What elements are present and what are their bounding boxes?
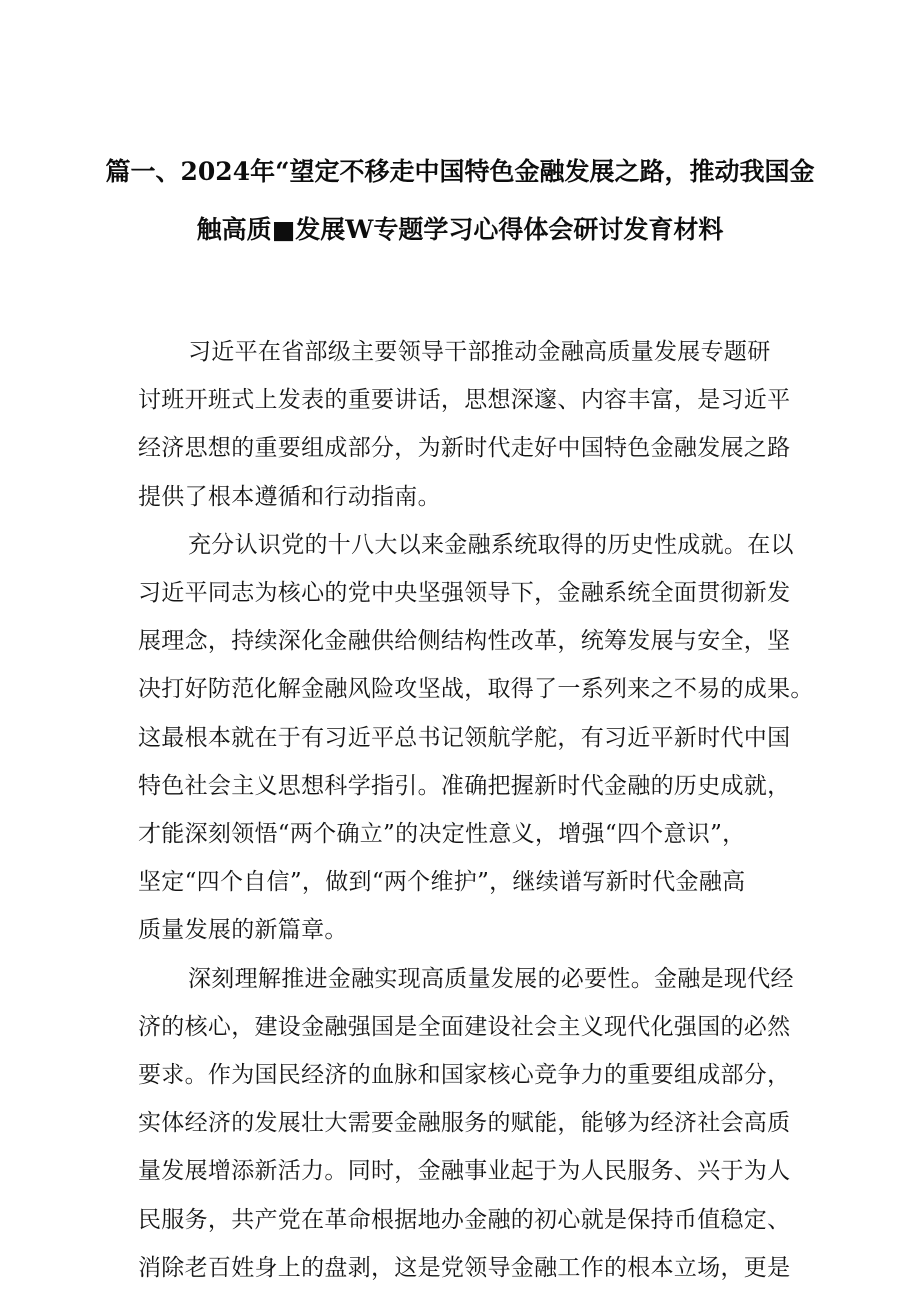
document-title-line-1: 篇一、2024年“望定不移走中国特色金融发展之路，推动我国金 <box>105 157 815 186</box>
body-line: 深刻理解推进金融实现高质量发展的必要性。金融是现代经 <box>188 965 794 992</box>
body-line: 充分认识党的十八大以来金融系统取得的历史性成就。在以 <box>188 531 794 558</box>
body-line: 习近平在省部级主要领导干部推动金融高质量发展专题研 <box>188 339 771 365</box>
body-line: 要求。作为国民经济的血脉和国家核心竞争力的重要组成部分， <box>138 1062 791 1088</box>
body-line: 实体经济的发展壮大需要金融服务的赋能，能够为经济社会高质 <box>138 1110 791 1137</box>
document-title-line-2: 触高质■发展W专题学习心得体会研讨发育材料 <box>196 215 724 244</box>
body-line: 才能深刻领悟“两个确立”的决定性意义，增强“四个意识”， <box>138 821 746 847</box>
body-line: 民服务，共产党在革命根据地办金融的初心就是保持币值稳定、 <box>138 1206 791 1233</box>
body-line: 这最根本就在于有习近平总书记领航学舵，有习近平新时代中国 <box>138 724 791 751</box>
body-line: 经济思想的重要组成部分，为新时代走好中国特色金融发展之路 <box>138 435 791 462</box>
body-line: 济的核心，建设金融强国是全面建设社会主义现代化强国的必然 <box>138 1013 791 1040</box>
body-line: 量发展增添新活力。同时，金融事业起于为人民服务、兴于为人 <box>138 1158 791 1185</box>
body-line: 讨班开班式上发表的重要讲话，思想深邃、内容丰富，是习近平 <box>138 387 791 414</box>
body-line: 消除老百姓身上的盘剥，这是党领导金融工作的根本立场，更是 <box>138 1254 791 1281</box>
body-line: 坚定“四个自信”，做到“两个维护”，继续谱写新时代金融高 <box>138 869 746 896</box>
body-line: 特色社会主义思想科学指引。准确把握新时代金融的历史成就， <box>138 772 791 799</box>
body-line: 决打好防范化解金融风险攻坚战，取得了一系列来之不易的成果。 <box>138 676 814 703</box>
body-line: 提供了根本遵循和行动指南。 <box>138 483 441 510</box>
body-line: 展理念，持续深化金融供给侧结构性改革，统筹发展与安全，坚 <box>138 628 791 655</box>
body-line: 习近平同志为核心的党中央坚强领导下，金融系统全面贯彻新发 <box>138 580 791 606</box>
body-line: 质量发展的新篇章。 <box>138 917 348 944</box>
